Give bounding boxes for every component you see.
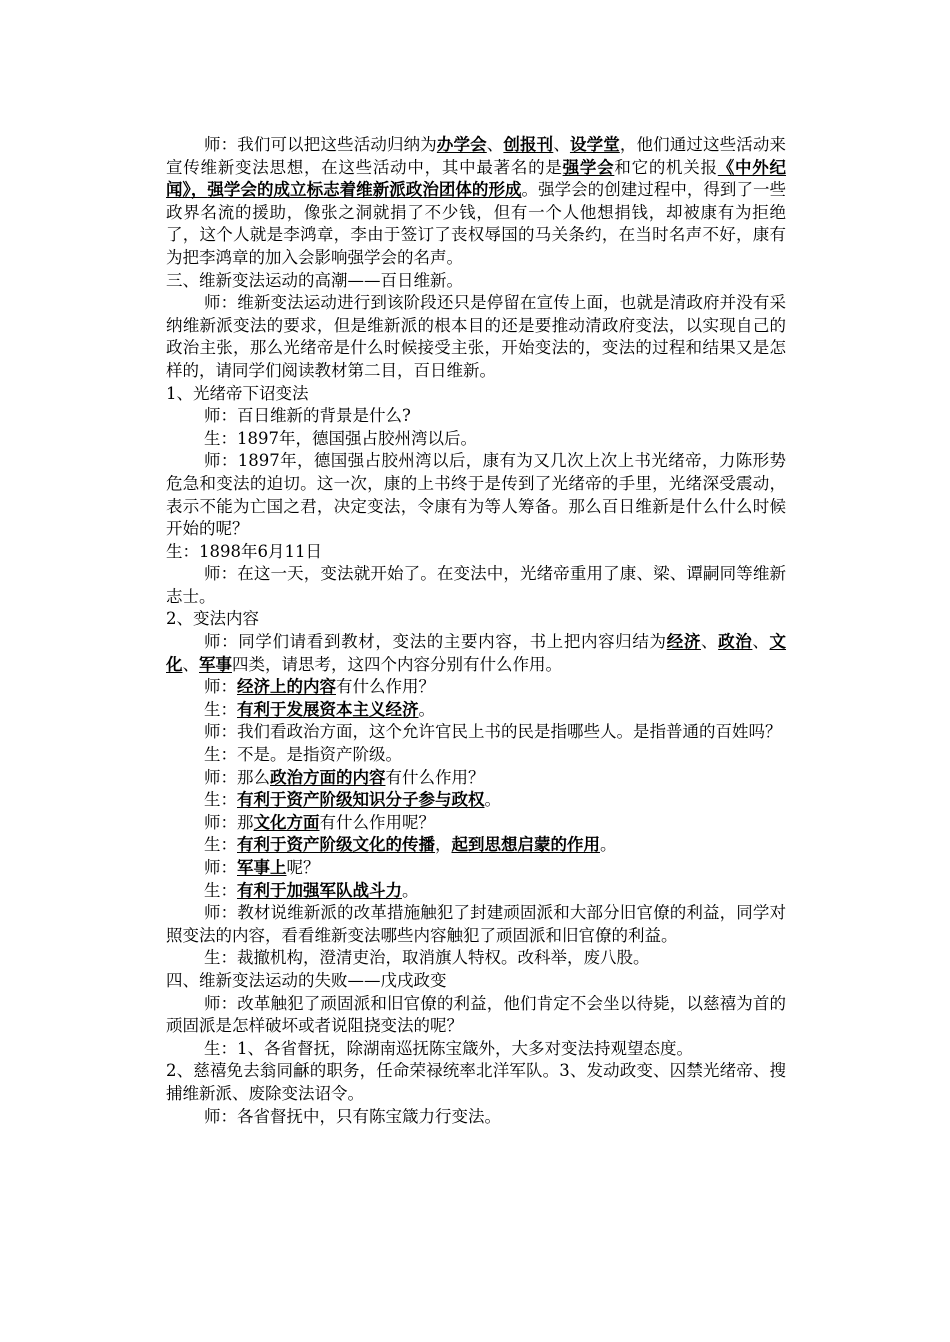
text: 、 xyxy=(700,632,719,652)
keyword-economy: 经济 xyxy=(666,632,701,652)
text: 、 xyxy=(752,632,770,652)
dialogue-line: 师：教材说维新派的改革措施触犯了封建顽固派和大部分旧官僚的利益，同学对照变法的内容，看看维新变法哪些内容触犯了顽固派和旧官僚的利益。 xyxy=(166,903,786,945)
dialogue-line: 2、慈禧免去翁同龢的职务，任命荣禄统率北洋军队。3、发动政变、囚禁光绪帝、搜捕维新派、废除变法诏令。 xyxy=(166,1061,786,1103)
dialogue-line: 师：1897年，德国强占胶州湾以后，康有为又几次上次上书光绪帝，力陈形势危急和变法的迫切。这一次，康的上书终于是传到了光绪帝的手里，光绪深受震动，表示不能为亡国之君，决定变法，令康有为等人筹备。那么百日维新是什么什么时候开始的呢？ xyxy=(166,451,786,539)
keyword-politics: 政治 xyxy=(718,632,753,652)
keyword: 有利于资产阶级文化的传播 xyxy=(237,835,435,855)
subheading-2: 2、变法内容 xyxy=(166,609,259,629)
keyword: 军事上 xyxy=(237,858,287,877)
dialogue-line: 师：百日维新的背景是什么? xyxy=(204,406,411,426)
text: 有什么作用呢？ xyxy=(319,812,435,832)
paragraph-activities xyxy=(166,134,786,270)
keyword: 有利于加强军队战斗力 xyxy=(237,880,402,900)
text: 。 xyxy=(418,699,435,719)
keyword-chuangbaokan: 创报刊 xyxy=(503,135,554,154)
dialogue-line: 生：裁撤机构，澄清吏治，取消旗人特权。改科举，废八股。 xyxy=(204,948,650,968)
dialogue-line: 师：各省督抚中，只有陈宝箴力行变法。 xyxy=(204,1106,501,1126)
dialogue-line xyxy=(166,676,786,699)
text: 师：我们可以把这些活动归纳为 xyxy=(204,135,437,154)
keyword-zhongwaijiwen: 《中外纪闻》 xyxy=(166,157,787,200)
dialogue-line: 生：1897年，德国强占胶州湾以后。 xyxy=(204,428,477,448)
text: 呢？ xyxy=(286,858,320,877)
keyword: 有利于发展资本主义经济 xyxy=(237,699,419,719)
keyword: 有利于资产阶级知识分子参与政权 xyxy=(237,790,485,810)
keyword: 经济上的内容 xyxy=(237,677,336,697)
text: 四类，请思考，这四个内容分别有什么作用。 xyxy=(232,654,562,674)
dialogue-line xyxy=(166,631,786,676)
dialogue-line: 生：1898年6月11日 xyxy=(166,541,322,561)
keyword: 文化方面 xyxy=(253,812,320,832)
keyword-banxuehui: 办学会 xyxy=(436,135,487,154)
document-page xyxy=(166,134,786,1128)
keyword-qiangxuehui-significance: 强学会的成立标志着维新派政治团体的形成 xyxy=(207,180,522,200)
dialogue-line: 生：1、各省督抚，除湖南巡抚陈宝箴外，大多对变法持观望态度。 xyxy=(204,1038,693,1058)
text: ， xyxy=(435,835,452,855)
text: 和它的机关报 xyxy=(614,157,718,177)
subheading-1: 1、光绪帝下诏变法 xyxy=(166,383,309,403)
section-heading-4: 四、维新变法运动的失败——戊戌政变 xyxy=(166,970,447,990)
keyword: 政治方面的内容 xyxy=(270,767,386,787)
text: 生： xyxy=(204,790,237,810)
text: 有什么作用？ xyxy=(385,767,485,787)
text: 、 xyxy=(553,135,570,154)
text: 师：那么 xyxy=(204,767,270,787)
text: 。 xyxy=(484,790,501,810)
keyword-military: 军事 xyxy=(199,654,232,674)
text: 。 xyxy=(402,880,419,900)
dialogue-line xyxy=(166,767,786,790)
text: 有什么作用？ xyxy=(336,677,435,697)
keyword: 起到思想启蒙的作用 xyxy=(451,835,600,855)
dialogue-line xyxy=(166,812,786,835)
keyword-qiangxuehui: 强学会 xyxy=(562,157,615,177)
paragraph: 师：维新变法运动进行到该阶段还只是停留在宣传上面，也就是清政府并没有采纳维新派变法的要求，但是维新派的根本目的还是要推动清政府变法，以实现自己的政治主张，那么光绪帝是什么时候接受主张，开始变法的，变法的过程和结果又是怎样的，请同学们阅读教材第二目，百日维新。 xyxy=(166,293,786,380)
text: ，他们通过这些活动来宣传维新变法思想，在这些活动中，其中最著名的是 xyxy=(166,135,787,177)
text: 师：那 xyxy=(204,812,254,832)
text: 生： xyxy=(204,835,237,855)
dialogue-line xyxy=(166,789,786,812)
dialogue-line: 生：不是。是指资产阶级。 xyxy=(204,745,402,765)
dialogue-line: 师：改革触犯了顽固派和旧官僚的利益，他们肯定不会坐以待毙，以慈禧为首的顽固派是怎样破坏或者说阻挠变法的呢？ xyxy=(166,993,786,1036)
dialogue-line xyxy=(166,834,786,857)
text: 、 xyxy=(486,135,504,154)
text: 师：同学们请看到教材，变法的主要内容，书上把内容归结为 xyxy=(204,632,667,652)
keyword-shexuetang: 设学堂 xyxy=(569,135,620,154)
text: 生： xyxy=(204,880,237,900)
section-heading-3: 三、维新变法运动的高潮——百日维新。 xyxy=(166,270,463,290)
dialogue-line xyxy=(166,857,786,880)
text: 师： xyxy=(204,858,237,877)
text: 。强学会的创建过程中，得到了一些政界名流的援助，像张之洞就捐了不少钱，但有一个人他想捐钱，却被康有为拒绝了，这个人就是李鸿章，李由于签订了丧权辱国的马关条约，在当时名声不好，康有为把李鸿章的加入会影响强学会的名声。 xyxy=(166,180,787,267)
text: ， xyxy=(190,180,208,200)
dialogue-line: 师：在这一天，变法就开始了。在变法中，光绪帝重用了康、梁、谭嗣同等维新志士。 xyxy=(166,564,786,606)
dialogue-line xyxy=(166,880,786,903)
dialogue-line: 师：我们看政治方面，这个允许官民上书的民是指哪些人。是指普通的百姓吗？ xyxy=(204,722,782,742)
keyword-culture: 文化 xyxy=(166,632,787,674)
dialogue-line xyxy=(166,699,786,722)
text: 师： xyxy=(204,677,237,697)
text: 生： xyxy=(204,699,237,719)
text: 、 xyxy=(182,654,199,674)
text: 。 xyxy=(600,835,617,855)
